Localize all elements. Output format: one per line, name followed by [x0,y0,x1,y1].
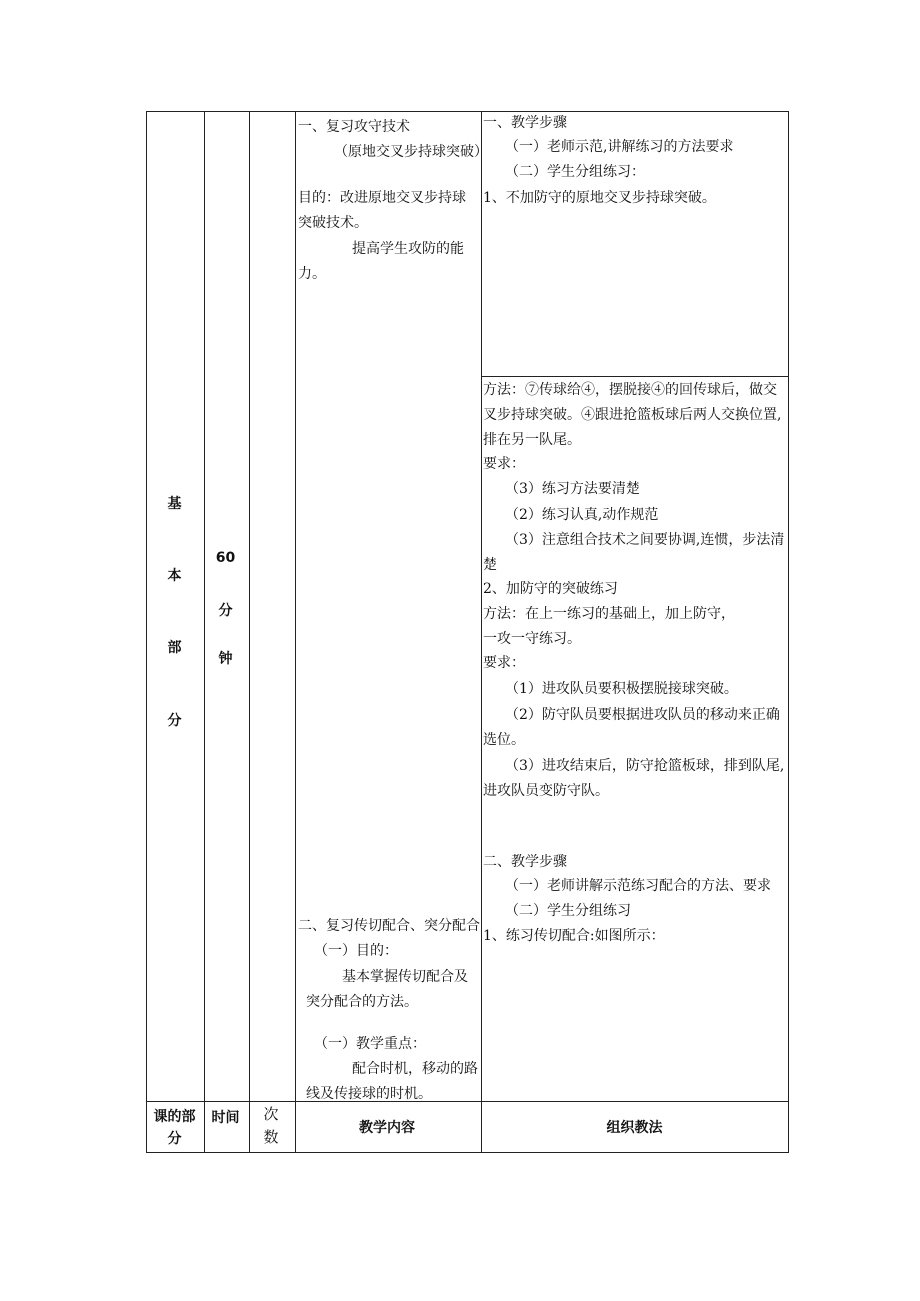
header-count [248,1103,294,1149]
method-steps2-item: （二）学生分组练习 [505,903,631,919]
method-steps2-title: 二、教学步骤 [483,854,567,870]
method-detail-line: 2、加防守的突破练习 [483,581,618,597]
header-count-line: 数 [263,1128,279,1146]
method-row-divider [481,376,788,377]
content-part2-goal-label: （一）目的： [314,943,398,959]
content-part1-purpose: 提高学生攻防的能 [352,241,464,257]
content-part1-purpose: 力。 [298,266,326,282]
content-part1-title: 一、复习攻守技术 [298,119,410,135]
method-steps1-item: 1、不加防守的原地交叉步持球突破。 [483,190,716,206]
col-divider-4 [481,112,482,1152]
method-detail-line: 方法：在上一练习的基础上，加上防守， [483,606,735,622]
method-detail-line: （1）进攻队员要积极摆脱接球突破。 [505,681,738,697]
header-part-line: 课的部 [153,1109,196,1125]
method-detail-line: 叉步持球突破。④跟进抢篮板球后两人交换位置, [483,407,782,423]
section-time-unit: 钟 [218,651,233,667]
content-part2-goal: 基本掌握传切配合及 [342,969,468,985]
method-detail-line: （3）进攻结束后，防守抢篮板球，排到队尾, [505,758,785,774]
col-divider-3 [295,112,296,1152]
method-detail-line: （2）防守队员要根据进攻队员的移动来正确 [505,707,780,723]
method-detail-line: （2）练习认真,动作规范 [505,507,659,523]
header-method: 组织教法 [606,1120,663,1136]
content-part2-goal: 突分配合的方法。 [306,994,418,1010]
method-detail-line: 选位。 [483,732,525,748]
content-part2-key-label: （一）教学重点： [314,1036,426,1052]
method-detail-line: （3）练习方法要清楚 [505,481,640,497]
header-content: 教学内容 [359,1120,415,1136]
method-detail-line: 楚 [483,557,497,573]
method-detail-line: 一攻一守练习。 [483,631,581,647]
content-part1-purpose: 目的：改进原地交叉步持球 [298,190,466,206]
content-part2-key: 配合时机，移动的路 [352,1061,478,1077]
method-steps2-item: （一）老师讲解示范练习配合的方法、要求 [505,878,771,894]
col-divider-1 [204,112,205,1152]
section-label-char: 基 [167,496,182,512]
method-steps1-item: （一）老师示范,讲解练习的方法要求 [505,139,734,155]
content-part1-subtitle: （原地交叉步持球突破） [334,144,488,160]
content-part2-title: 二、复习传切配合、突分配合 [298,918,480,934]
header-row-divider [147,1101,788,1102]
section-label-char: 本 [167,568,182,584]
section-time-unit: 分 [218,603,233,619]
method-detail-line: 要求： [483,655,525,671]
section-label-char: 分 [167,713,182,729]
col-divider-2 [249,112,250,1152]
section-time-value: 60 [215,550,236,566]
method-detail-line: （3）注意组合技术之间要协调,连惯，步法清 [505,532,785,548]
method-detail-line: 要求： [483,456,525,472]
header-part-line: 分 [167,1131,182,1147]
method-steps2-item: 1、练习传切配合:如图所示： [483,928,665,944]
header-time: 时间 [211,1110,240,1126]
content-part1-purpose: 突破技术。 [298,215,368,231]
method-detail-line: 进攻队员变防守队。 [483,783,609,799]
method-detail-line: 排在另一队尾。 [483,432,581,448]
lesson-plan-table [146,111,789,1153]
header-part [146,1106,203,1150]
section-label-char: 部 [167,640,182,656]
content-part2-key: 线及传接球的时机。 [306,1086,432,1102]
method-steps1-item: （二）学生分组练习： [505,164,645,180]
method-steps1-title: 一、教学步骤 [483,115,567,131]
method-detail-line: 方法：⑦传球给④，摆脱接④的回传球后，做交 [483,382,777,398]
header-count-line: 次 [263,1105,279,1123]
